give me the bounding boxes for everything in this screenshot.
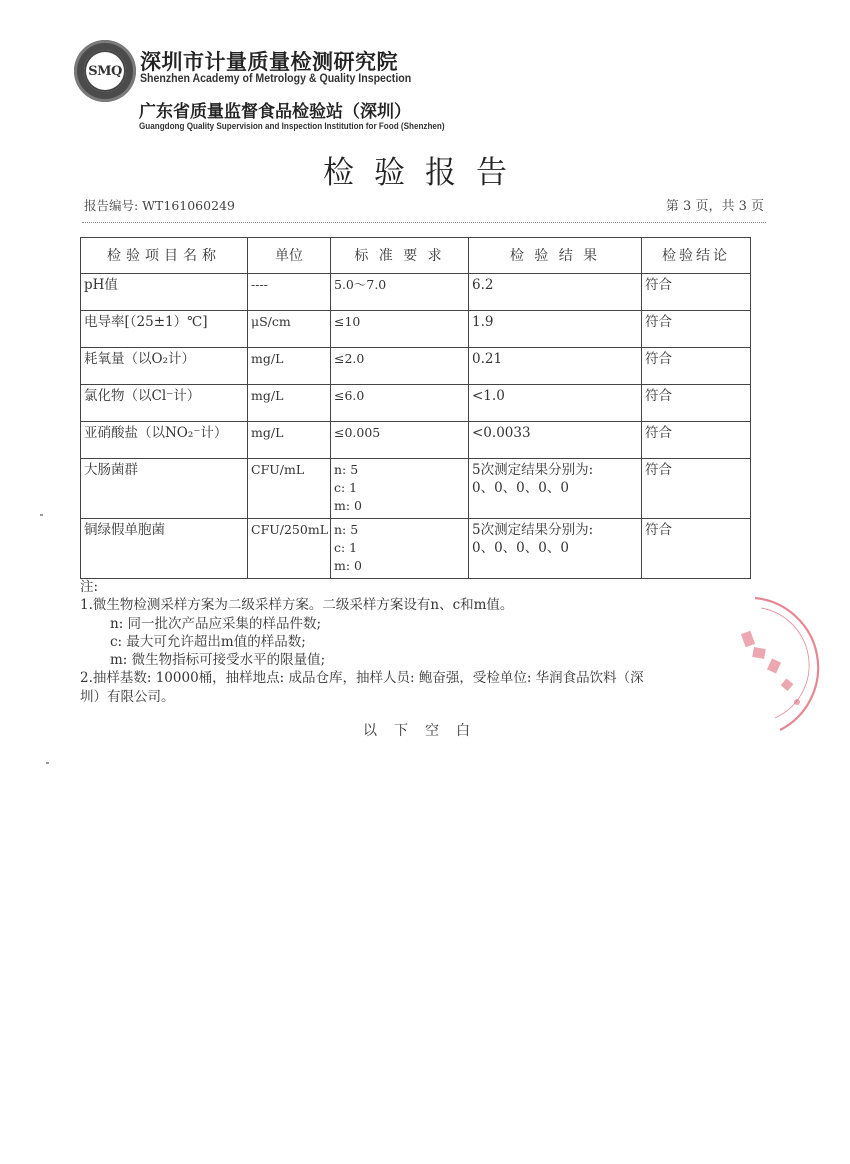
cell-result: 0.21 xyxy=(469,348,642,385)
table-row xyxy=(81,385,751,422)
cell-unit: mg/L xyxy=(248,348,331,385)
cell-standard: ≤10 xyxy=(331,311,469,348)
cell-standard: 5.0～7.0 xyxy=(331,274,469,311)
page-indicator: 第 3 页，共 3 页 xyxy=(665,199,764,214)
cell-verdict: 符合 xyxy=(642,348,751,385)
table-row xyxy=(81,348,751,385)
header-item: 检验项目名称 xyxy=(81,238,248,274)
cell-standard: n: 5 c: 1 m: 0 xyxy=(331,519,469,579)
header-verdict: 检验结论 xyxy=(642,238,751,274)
cell-unit: CFU/mL xyxy=(248,459,331,519)
scan-speck xyxy=(46,762,49,764)
cell-unit: CFU/250mL xyxy=(248,519,331,579)
header-unit: 单位 xyxy=(248,238,331,274)
cell-item: pH值 xyxy=(81,274,248,311)
table-header-row xyxy=(81,238,751,274)
cell-standard: n: 5 c: 1 m: 0 xyxy=(331,459,469,519)
cell-result: 6.2 xyxy=(469,274,642,311)
header-divider xyxy=(82,222,766,223)
header-result: 检 验 结 果 xyxy=(469,238,642,274)
cell-unit: ---- xyxy=(248,274,331,311)
cell-item: 亚硝酸盐（以NO₂⁻计） xyxy=(81,422,248,459)
table-row xyxy=(81,519,751,579)
cell-item: 铜绿假单胞菌 xyxy=(81,519,248,579)
cell-item: 大肠菌群 xyxy=(81,459,248,519)
cell-result: 5次测定结果分别为: 0、0、0、0、0 xyxy=(469,459,642,519)
cell-item: 氯化物（以Cl⁻计） xyxy=(81,385,248,422)
official-seal xyxy=(715,590,835,740)
cell-item: 电导率[（25±1）℃] xyxy=(81,311,248,348)
table-row xyxy=(81,311,751,348)
cell-result: <0.0033 xyxy=(469,422,642,459)
report-title: 检验报告 xyxy=(323,155,527,191)
note-2: 2.抽样基数: 10000桶，抽样地点: 成品仓库，抽样人员: 鲍奋强，受检单位: 华润食品饮料（深 xyxy=(80,670,644,687)
station-name-cn: 广东省质量监督食品检验站（深圳） xyxy=(139,102,411,122)
table-row xyxy=(81,459,751,519)
notes-section xyxy=(80,578,760,706)
org-logo xyxy=(74,40,136,102)
cell-result: 5次测定结果分别为: 0、0、0、0、0 xyxy=(469,519,642,579)
cell-verdict: 符合 xyxy=(642,311,751,348)
cell-unit: μS/cm xyxy=(248,311,331,348)
table-row xyxy=(81,422,751,459)
station-name-en: Guangdong Quality Supervision and Inspection Institution for Food (Shenzhen) xyxy=(139,121,445,131)
cell-verdict: 符合 xyxy=(642,519,751,579)
note-c: c: 最大可允许超出m值的样品数; xyxy=(110,633,306,650)
cell-unit: mg/L xyxy=(248,385,331,422)
results-table xyxy=(80,237,751,579)
cell-result: 1.9 xyxy=(469,311,642,348)
cell-unit: mg/L xyxy=(248,422,331,459)
cell-item: 耗氧量（以O₂计） xyxy=(81,348,248,385)
note-2-cont: 圳）有限公司。 xyxy=(80,688,175,705)
note-n: n: 同一批次产品应采集的样品件数; xyxy=(110,615,322,632)
cell-verdict: 符合 xyxy=(642,422,751,459)
cell-verdict: 符合 xyxy=(642,459,751,519)
org-name-cn: 深圳市计量质量检测研究院 xyxy=(140,50,398,74)
header-standard: 标 准 要 求 xyxy=(331,238,469,274)
cell-verdict: 符合 xyxy=(642,274,751,311)
table-row xyxy=(81,274,751,311)
blank-below-text: 以下空白 xyxy=(363,723,487,739)
cell-standard: ≤0.005 xyxy=(331,422,469,459)
cell-result: <1.0 xyxy=(469,385,642,422)
logo-center xyxy=(84,50,126,92)
notes-label: 注: xyxy=(80,579,99,595)
scan-speck xyxy=(40,514,43,516)
logo-text: SMQ xyxy=(88,63,122,79)
note-m: m: 微生物指标可接受水平的限量值; xyxy=(110,652,326,669)
report-number: 报告编号: WT161060249 xyxy=(84,198,235,213)
org-name-en: Shenzhen Academy of Metrology & Quality Inspection xyxy=(140,73,412,85)
cell-standard: ≤6.0 xyxy=(331,385,469,422)
note-1: 1.微生物检测采样方案为二级采样方案。二级采样方案设有n、c和m值。 xyxy=(80,597,514,614)
cell-verdict: 符合 xyxy=(642,385,751,422)
cell-standard: ≤2.0 xyxy=(331,348,469,385)
